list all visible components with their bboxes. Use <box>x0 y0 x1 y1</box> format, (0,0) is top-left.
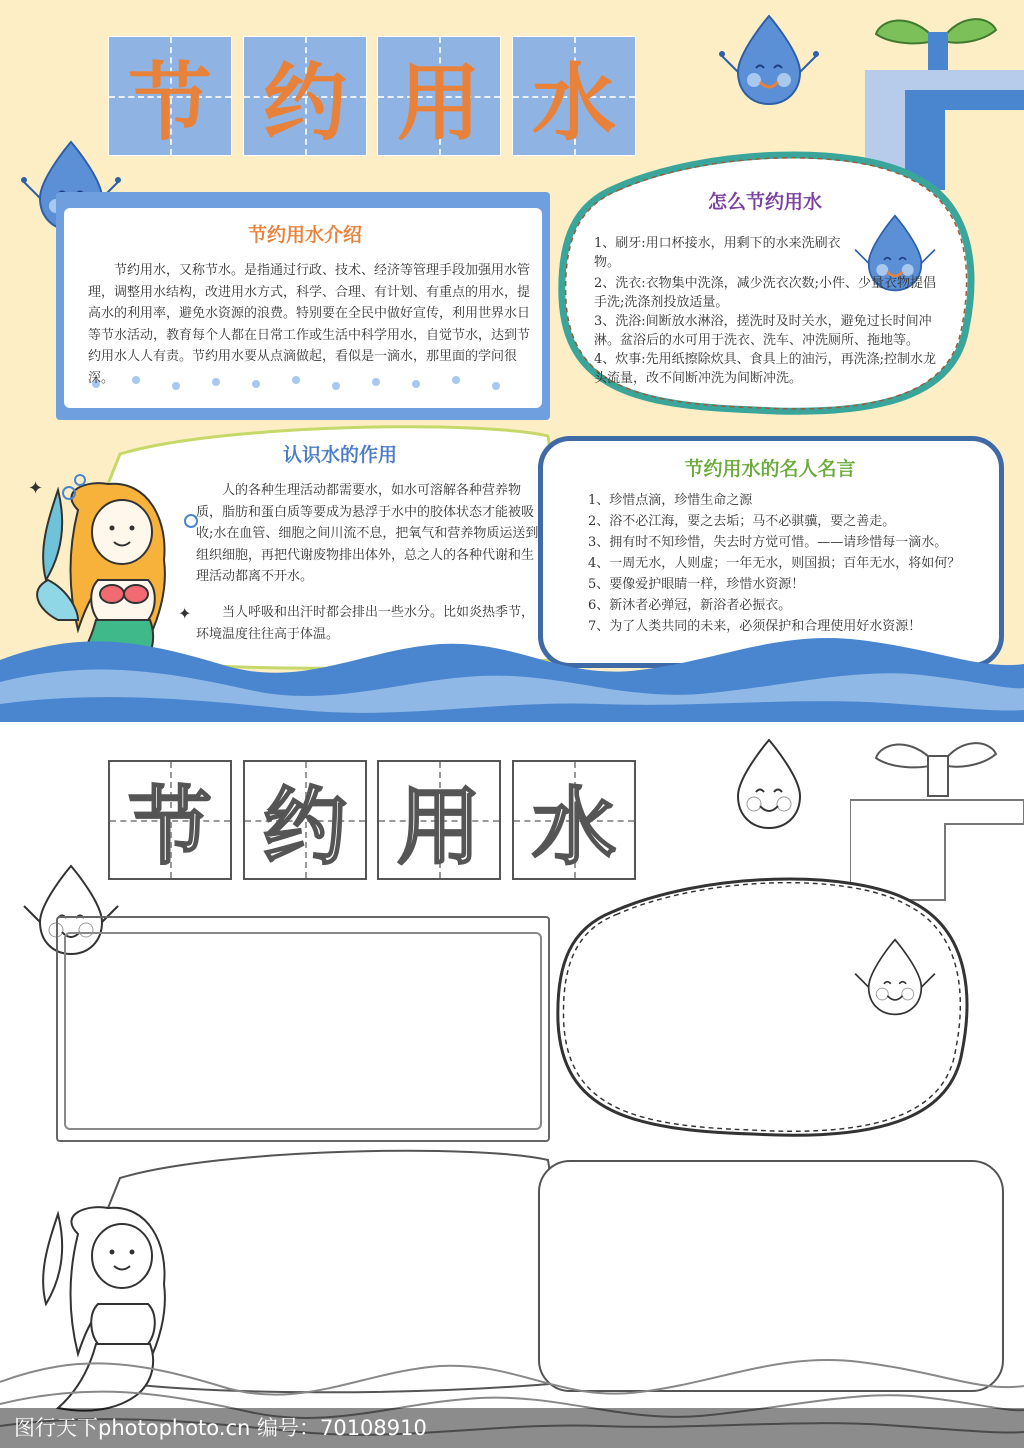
colored-poster <box>0 0 1024 722</box>
quote-item: 4、一周无水，人则虚；一年无水，则国损；百年无水，将如何？ <box>588 556 961 571</box>
watermark-bar: 图行天下photophoto.cn 编号：70108910 <box>0 1408 1024 1448</box>
quote-item: 7、为了人类共同的未来，必须保护和合理使用好水资源！ <box>588 619 922 634</box>
quote-item: 5、要像爱护眼睛一样，珍惜水资源！ <box>588 577 805 592</box>
quotes-list <box>588 490 988 637</box>
role-para-1: 人的各种生理活动都需要水，如水可溶解各种营养物质，脂肪和蛋白质等要成为悬浮于水中的胶体状态才能被吸收;水在血管、细胞之间川流不息，把氧气和营养物质运送到组织细胞，再把代谢废物排出体外，总之人的各种代谢和生理活动都离不开水。 <box>196 483 539 584</box>
wave-decoration <box>0 620 1024 722</box>
how-to-item: 1、刷牙:用口杯接水，用剩下的水来洗刷衣物。 <box>594 236 841 270</box>
title-box-1 <box>108 36 232 156</box>
title-char: 节 <box>127 777 212 876</box>
outline-title-box-1 <box>108 760 232 880</box>
bubble-icon <box>74 474 86 486</box>
title-box-2 <box>243 36 367 156</box>
title-char: 水 <box>531 777 616 876</box>
outline-title-box-4 <box>512 760 636 880</box>
bubble-icon <box>62 486 76 500</box>
sparkle-icon: ✦ <box>28 478 44 499</box>
title-char: 约 <box>262 53 347 152</box>
how-to-list <box>594 234 844 272</box>
title-char: 用 <box>396 777 481 876</box>
quote-item: 3、拥有时不知珍惜，失去时方觉可惜。——请珍惜每一滴水。 <box>588 535 948 550</box>
quote-item: 6、新沐者必弹冠，新浴者必振衣。 <box>588 598 792 613</box>
how-to-item: 4、炊事:先用纸擦除炊具、食具上的油污，再洗涤;控制水龙头流量，改不间断冲洗为间断冲洗。 <box>594 352 937 386</box>
intro-body: 节约用水，又称节水。是指通过行政、技术、经济等管理手段加强用水管理，调整用水结构，改进用水方式，科学、合理、有计划、有重点的用水，提高水的利用率，避免水资源的浪费。特别要在全民中做好宣传，利用世界水日等节水活动，教育每个人都在日常工作或生活中科学用水，自觉节水，达到节约用水人人有责。节约用水要从点滴做起，看似是一滴水，那里面的学问很深。 <box>88 263 531 386</box>
intro-panel-outline <box>56 916 550 1142</box>
role-para-2: 当人呼吸和出汗时都会排出一些水分。比如炎热季节，环境温度往往高于体温。 <box>196 605 535 642</box>
outline-title-box-3 <box>377 760 501 880</box>
outline-title-box-2 <box>243 760 367 880</box>
outline-poster <box>0 722 1024 1448</box>
water-droplet-outline-icon <box>850 936 940 1018</box>
water-droplet-icon <box>716 12 822 108</box>
how-to-item: 3、洗浴:间断放水淋浴，搓洗时及时关水，避免过长时间冲淋。盆浴后的水可用于洗衣、洗车、冲洗厕所、拖地等。 <box>594 314 932 348</box>
title-char: 用 <box>396 53 481 152</box>
quote-item: 1、珍惜点滴，珍惜生命之源 <box>588 493 753 508</box>
intro-heading: 节约用水介绍 <box>247 224 362 246</box>
title-char: 节 <box>127 53 212 152</box>
title-char: 约 <box>262 777 347 876</box>
quote-item: 2、浴不必江海，要之去垢；马不必骐骥，要之善走。 <box>588 514 896 529</box>
bubble-icon <box>184 514 198 528</box>
how-to-list <box>594 274 938 388</box>
water-droplet-outline-icon <box>716 736 822 832</box>
title-char: 水 <box>531 53 616 152</box>
title-box-4 <box>512 36 636 156</box>
quotes-heading: 节约用水的名人名言 <box>684 458 856 480</box>
how-to-heading: 怎么节约用水 <box>707 191 822 213</box>
sparkle-icon: ✦ <box>178 604 192 623</box>
how-to-item: 2、洗衣:衣物集中洗涤，减少洗衣次数;小件、少量衣物提倡手洗;洗涤剂投放适量。 <box>594 276 937 310</box>
title-box-3 <box>377 36 501 156</box>
role-heading: 认识水的作用 <box>282 444 397 466</box>
